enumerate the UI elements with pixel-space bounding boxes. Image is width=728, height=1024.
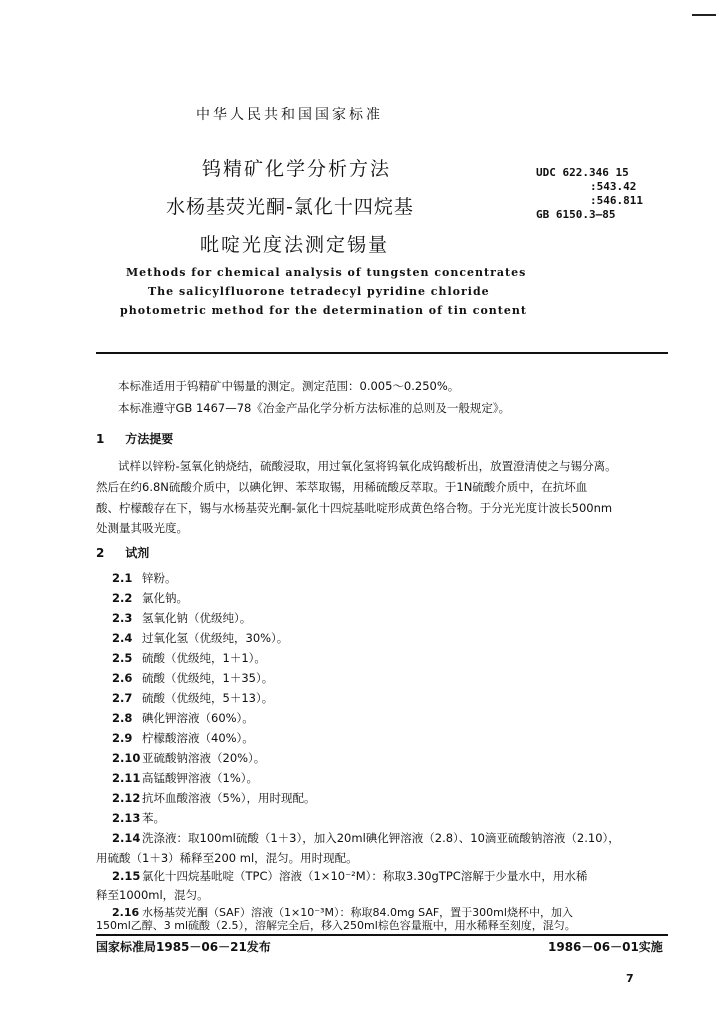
english-title-line-3: photometric method for the determination of tin content [120,304,527,317]
header-divider [96,352,668,354]
reagent-item: 2.5 硫酸（优级纯，1＋1）。 [112,651,266,665]
udc-block [536,166,643,222]
reagent-item-continuation: 150ml乙醇、3 ml硫酸（2.5），溶解完全后，移入250ml棕色容量瓶中，用水稀释至刻度，混匀。 [96,919,576,932]
udc-line: :546.811 [590,194,643,207]
reagent-item-tpc: 2.15 氯化十四烷基吡啶（TPC）溶液（1×10⁻²M）：称取3.30gTPC溶解于少量水中，用水稀 [112,869,588,883]
reagent-item-saf: 2.16 水杨基荧光酮（SAF）溶液（1×10⁻³M）：称取84.0mg SAF，置于300ml烧杯中，加入 [112,906,573,919]
title-line-2: 水杨基荧光酮-氯化十四烷基 [166,196,414,218]
intro-scope: 本标准适用于钨精矿中锡量的测定。测定范围：0.005～0.250%。 [118,379,460,393]
udc-line: UDC 622.346 15 [536,166,629,179]
standard-heading: 中华人民共和国国家标准 [196,107,383,123]
reagent-item-wash-solution: 2.14 洗涤液：取100ml硫酸（1＋3），加入20ml碘化钾溶液（2.8）、10滴亚硫酸钠溶液（2.10）， [112,831,620,845]
reagent-item: 2.12 抗坏血酸溶液（5%），用时现配。 [112,791,316,805]
page-number: 7 [626,972,634,985]
reagent-item: 2.7 硫酸（优级纯，5＋13）。 [112,691,274,705]
effective-date: 1986－06－01实施 [548,940,663,954]
reagent-item: 2.8 碘化钾溶液（60%）。 [112,711,254,725]
gb-number: GB 6150.3—85 [536,208,616,221]
section-1-line: 酸、柠檬酸存在下，锡与水杨基荧光酮-氯化十四烷基吡啶形成黄色络合物。于分光光度计波长500nm [96,501,613,515]
reagent-item: 2.9 柠檬酸溶液（40%）。 [112,731,254,745]
reagent-item: 2.10 亚硫酸钠溶液（20%）。 [112,751,266,765]
reagent-item: 2.1 锌粉。 [112,571,177,585]
section-number: 1 [96,432,105,446]
section-1-line: 然后在约6.8N硫酸介质中，以碘化钾、苯萃取锡，用稀硫酸反萃取。于1N硫酸介质中，在抗坏血 [96,480,588,494]
english-title-line-2: The salicylfluorone tetradecyl pyridine chloride [148,285,490,298]
section-1-line: 试样以锌粉-氢氧化钠烧结，硫酸浸取，用过氧化氢将钨氧化成钨酸析出，放置澄清使之与锡分离。 [118,459,617,473]
reagent-item: 2.3 氢氧化钠（优级纯）。 [112,611,252,625]
corner-mark [692,14,716,16]
reagent-item: 2.11 高锰酸钾溶液（1%）。 [112,771,258,785]
section-title: 方法提要 [125,432,174,446]
title-line-3: 吡啶光度法测定锡量 [200,234,390,256]
reagent-item-continuation: 用硫酸（1＋3）稀释至200 ml，混匀。用时现配。 [96,851,358,865]
footer-divider [96,934,668,936]
reagent-item-continuation: 释至1000ml，混匀。 [96,888,209,902]
section-2-heading [96,544,149,561]
intro-compliance: 本标准遵守GB 1467—78《冶金产品化学分析方法标准的总则及一般规定》。 [118,401,511,415]
udc-line: :543.42 [590,180,637,193]
issue-date: 国家标准局1985－06－21发布 [96,940,271,954]
english-title-line-1: Methods for chemical analysis of tungsten concentrates [126,266,527,279]
reagent-item: 2.13 苯。 [112,811,165,825]
section-title: 试剂 [125,546,150,560]
title-line-1: 钨精矿化学分析方法 [202,158,392,180]
section-1-heading [96,430,173,447]
reagent-item: 2.6 硫酸（优级纯，1＋35）。 [112,671,274,685]
reagent-item: 2.2 氯化钠。 [112,591,188,605]
reagent-item: 2.4 过氧化氢（优级纯，30%）。 [112,631,289,645]
section-1-line: 处测量其吸光度。 [96,521,188,535]
section-number: 2 [96,546,105,560]
